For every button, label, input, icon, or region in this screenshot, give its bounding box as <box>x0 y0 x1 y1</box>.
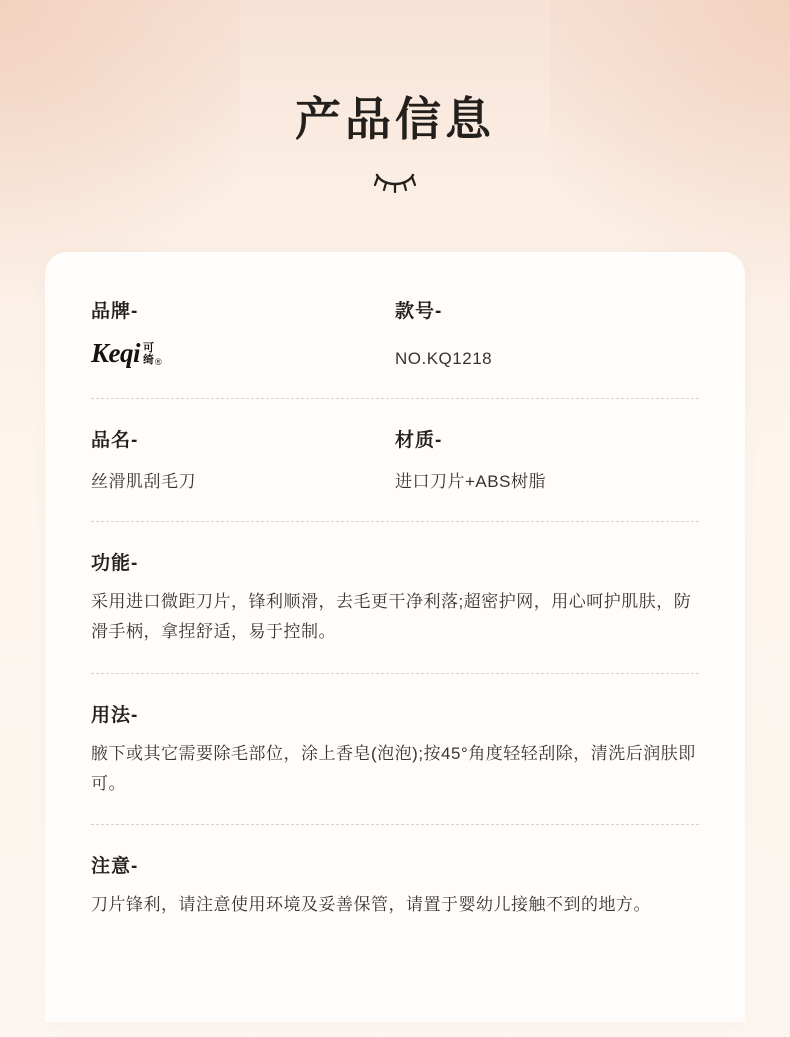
field-model-value: NO.KQ1218 <box>395 349 493 368</box>
page-title: 产品信息 <box>295 93 495 145</box>
field-usage-value: 腋下或其它需要除毛部位，涂上香皂(泡泡);按45°角度轻轻刮除，清洗后润肤即可。 <box>91 743 696 793</box>
field-function-value: 采用进口微距刀片，锋利顺滑，去毛更干净利落;超密护网，用心呵护肌肤，防滑手柄，拿捏舒适，易于控制。 <box>91 592 692 642</box>
field-material-label: 材质- <box>395 430 443 452</box>
divider <box>91 521 699 522</box>
field-function-label: 功能- <box>91 553 139 575</box>
field-function <box>91 548 699 647</box>
brand-logo-registered-mark: ® <box>155 357 162 367</box>
field-brand <box>91 296 395 372</box>
brand-logo-chinese <box>143 343 154 367</box>
field-caution <box>91 851 699 920</box>
brand-logo-chinese-line2: 绮 <box>143 354 154 367</box>
info-row-brand-model <box>91 294 699 372</box>
field-material-value: 进口刀片+ABS树脂 <box>395 472 546 492</box>
eyelash-ornament-icon <box>0 171 790 201</box>
field-name-label: 品名- <box>91 430 139 452</box>
field-brand-label: 品牌- <box>91 301 139 322</box>
brand-logo <box>91 339 395 367</box>
field-usage <box>91 700 699 799</box>
brand-logo-wordmark: Keqi <box>91 338 140 368</box>
field-model-label: 款号- <box>395 301 443 322</box>
product-info-card <box>45 252 745 1022</box>
field-material <box>395 425 699 495</box>
brand-logo-chinese-line1: 可 <box>143 342 154 355</box>
field-name-value: 丝滑肌刮毛刀 <box>91 472 196 492</box>
field-usage-label: 用法- <box>91 704 139 726</box>
field-model <box>395 296 699 372</box>
divider <box>91 398 699 399</box>
divider <box>91 824 699 825</box>
divider <box>91 673 699 674</box>
field-caution-value: 刀片锋利，请注意使用环境及妥善保管，请置于婴幼儿接触不到的地方。 <box>91 895 651 915</box>
info-row-name-material <box>91 425 699 495</box>
field-caution-label: 注意- <box>91 856 139 878</box>
field-name <box>91 425 395 495</box>
